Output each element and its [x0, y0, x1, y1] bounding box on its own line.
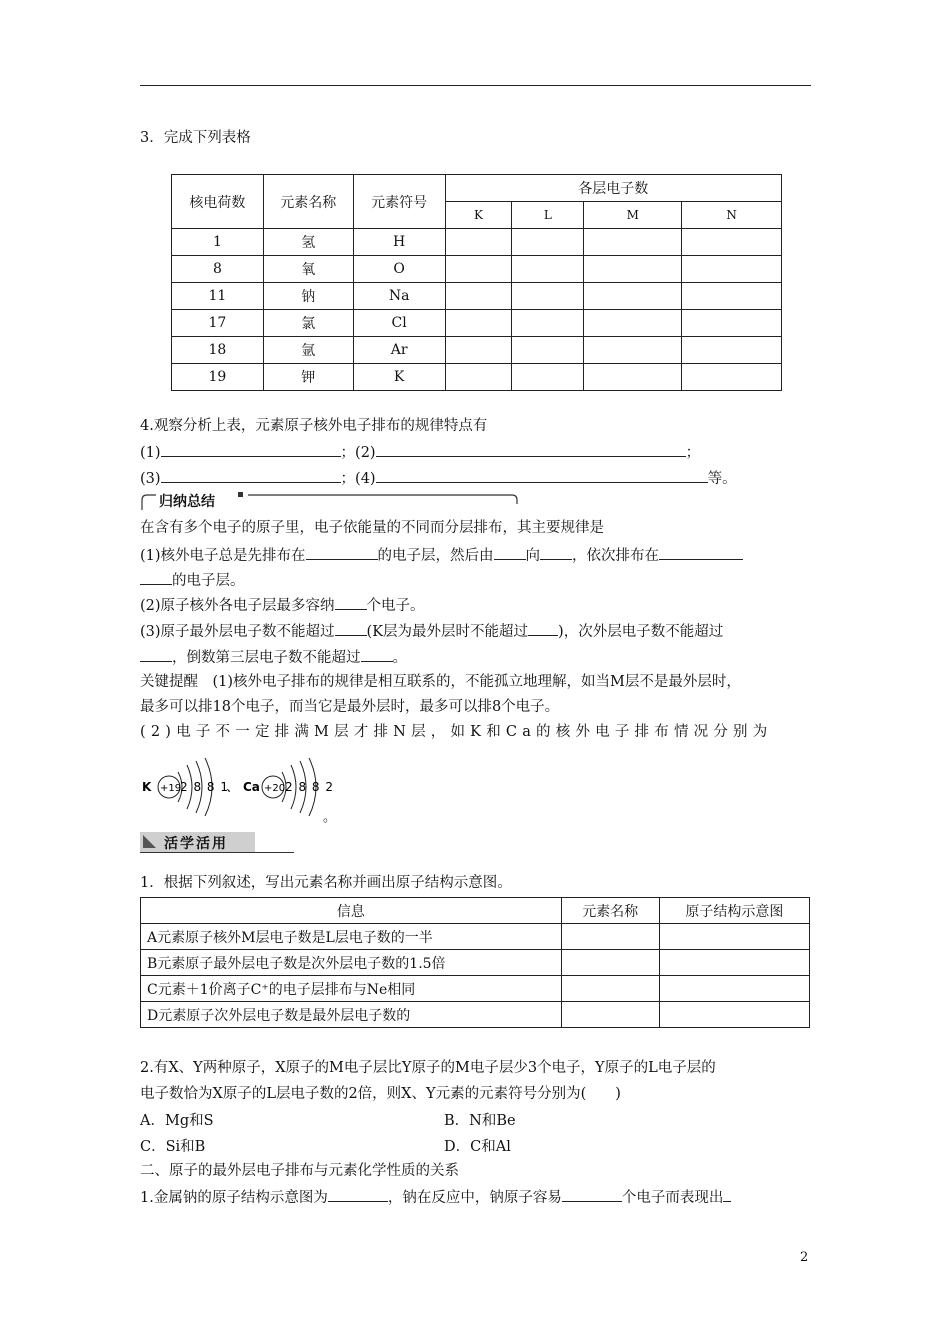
blank-cell[interactable]: [561, 976, 659, 1002]
blank-cell[interactable]: [682, 364, 782, 391]
blank-cell[interactable]: [561, 1002, 659, 1028]
summary-intro: 在含有多个电子的原子里，电子依能量的不同而分层排布，其主要规律是: [140, 520, 604, 536]
section2-q1-text: ，钠在反应中，钠原子容易: [387, 1190, 562, 1206]
tip-line-1: 关键提醒 (1)核外电子排布的规律是相互联系的，不能孤立地理解，如当M层不是最外层时，: [140, 674, 741, 690]
cell-charge: 8: [172, 256, 264, 283]
electron-shell-table: [171, 174, 782, 391]
blank-cell[interactable]: [512, 283, 584, 310]
blank-cell[interactable]: [659, 1002, 809, 1028]
header-element-symbol: 元素符号: [353, 175, 445, 229]
answer-blank[interactable]: [306, 545, 378, 560]
blank-cell[interactable]: [445, 256, 512, 283]
blank-cell[interactable]: [445, 283, 512, 310]
blank-cell[interactable]: [512, 364, 584, 391]
answer-blank[interactable]: [140, 647, 172, 662]
rule-2-text: 个电子。: [366, 598, 425, 614]
practice-tag-icon: [142, 834, 158, 850]
practice-tag: 活学活用: [164, 836, 228, 852]
blank-cell[interactable]: [445, 310, 512, 337]
blank-cell[interactable]: [561, 950, 659, 976]
section2-q1-text: 个电子而表现出: [621, 1190, 724, 1206]
ca-shells: 2 8 8 2: [285, 780, 334, 794]
answer-blank[interactable]: [562, 1187, 622, 1202]
rule-2-text: (2)原子核外各电子层最多容纳: [140, 598, 335, 614]
option-b[interactable]: B．N和Be: [444, 1113, 516, 1129]
blank-cell[interactable]: [659, 924, 809, 950]
answer-blank[interactable]: [161, 442, 341, 457]
info-cell: D元素原子次外层电子数是最外层电子数的: [141, 1002, 562, 1028]
rule-3-cont: [140, 647, 811, 668]
answer-blank[interactable]: [335, 621, 367, 636]
cell-symbol: K: [353, 364, 445, 391]
tip-line-2: 最多可以排18个电子，而当它是最外层时，最多可以排8个电子。: [140, 699, 560, 715]
cell-symbol: H: [353, 229, 445, 256]
table-row: [172, 337, 782, 364]
cell-name: 氩: [263, 337, 353, 364]
k-nucleus: +19: [160, 783, 182, 794]
ca-label: Ca: [243, 780, 260, 794]
info-cell: C元素＋1价离子C⁺的电子层排布与Ne相同: [141, 976, 562, 1002]
cell-charge: 11: [172, 283, 264, 310]
table-row: [172, 283, 782, 310]
q4-title: 4.观察分析上表，元素原子核外电子排布的规律特点有: [140, 418, 488, 434]
blank-cell[interactable]: [584, 229, 682, 256]
practice-table: [140, 897, 810, 1028]
practice-q2-line1: 2.有X、Y两种原子，X原子的M电子层比Y原子的M电子层少3个电子，Y原子的L电子层的: [140, 1060, 716, 1076]
cell-symbol: Ar: [353, 337, 445, 364]
blank-cell[interactable]: [584, 337, 682, 364]
blank-cell[interactable]: [512, 256, 584, 283]
q4-end: 等。: [707, 471, 737, 487]
rule-1-end: 的电子层。: [172, 573, 245, 589]
blank-cell[interactable]: [682, 256, 782, 283]
rule-3-text: (K层为最外层时不能超过: [366, 624, 529, 640]
rule-2: [140, 595, 811, 616]
cell-charge: 17: [172, 310, 264, 337]
table-row: [141, 924, 810, 950]
blank-cell[interactable]: [584, 364, 682, 391]
answer-blank[interactable]: [328, 1187, 388, 1202]
rule-1-text: 向: [525, 548, 541, 564]
practice-tag-rule: [140, 852, 294, 853]
page-number: 2: [800, 1250, 809, 1265]
answer-blank[interactable]: [140, 570, 172, 585]
table-row: [141, 950, 810, 976]
option-a[interactable]: A．Mg和S: [140, 1113, 214, 1129]
option-c[interactable]: C．Si和B: [140, 1139, 206, 1155]
table-row: [141, 976, 810, 1002]
blank-cell[interactable]: [584, 256, 682, 283]
info-cell: A元素原子核外M层电子数是L层电子数的一半: [141, 924, 562, 950]
rule-1-text: ，依次排布在: [572, 548, 660, 564]
header-name: 元素名称: [561, 898, 659, 924]
q4-label-1: (1): [140, 445, 161, 461]
practice-tag-box: [140, 832, 294, 852]
option-d[interactable]: D．C和Al: [444, 1139, 511, 1155]
header-shell-k: K: [445, 202, 512, 229]
rule-1-text: 的电子层，然后由: [377, 548, 494, 564]
answer-blank[interactable]: [528, 621, 558, 636]
header-info: 信息: [141, 898, 562, 924]
header-element-name: 元素名称: [263, 175, 353, 229]
cell-symbol: O: [353, 256, 445, 283]
rule-3-end: 。: [392, 650, 407, 666]
k-label: K: [142, 780, 152, 794]
rule-3-text: )，次外层电子数不能超过: [558, 624, 724, 640]
atom-structure-diagrams: [140, 748, 340, 824]
blank-cell[interactable]: [445, 229, 512, 256]
blank-cell[interactable]: [659, 976, 809, 1002]
blank-cell[interactable]: [561, 924, 659, 950]
section2-q1: [140, 1187, 811, 1208]
answer-blank[interactable]: [361, 647, 393, 662]
rule-3: [140, 621, 811, 642]
blank-cell[interactable]: [682, 310, 782, 337]
header-shell-n: N: [682, 202, 782, 229]
blank-cell[interactable]: [445, 364, 512, 391]
info-cell: B元素原子最外层电子数是次外层电子数的1.5倍: [141, 950, 562, 976]
cell-name: 氯: [263, 310, 353, 337]
rule-1-cont: [140, 570, 811, 591]
practice-q1: 1．根据下列叙述，写出元素名称并画出原子结构示意图。: [140, 875, 512, 891]
table-row: [172, 229, 782, 256]
answer-blank[interactable]: [335, 595, 367, 610]
k-shells: 2 8 8 1: [180, 780, 229, 794]
cell-name: 氧: [263, 256, 353, 283]
cell-charge: 1: [172, 229, 264, 256]
header-shell-l: L: [512, 202, 584, 229]
cell-symbol: Na: [353, 283, 445, 310]
rule-3-text: ，倒数第三层电子数不能超过: [172, 650, 361, 666]
answer-blank[interactable]: [723, 1187, 731, 1202]
q3-title: 3．完成下列表格: [140, 130, 251, 146]
blank-cell[interactable]: [682, 229, 782, 256]
q4-sep: ；: [685, 445, 701, 461]
diagram-end: 。: [323, 810, 337, 824]
q4-label-4: ；(4): [340, 471, 376, 487]
header-shell-m: M: [584, 202, 682, 229]
header-nuclear-charge: 核电荷数: [172, 175, 264, 229]
header-rule: [140, 85, 811, 86]
answer-blank[interactable]: [659, 545, 743, 560]
section2-q1-text: 1.金属钠的原子结构示意图为: [140, 1190, 328, 1206]
answer-blank[interactable]: [376, 468, 708, 483]
blank-cell[interactable]: [584, 310, 682, 337]
table-row: [172, 256, 782, 283]
answer-blank[interactable]: [376, 442, 686, 457]
cell-name: 钠: [263, 283, 353, 310]
rule-1: [140, 545, 811, 566]
blank-cell[interactable]: [512, 310, 584, 337]
q4-line2: [140, 468, 811, 489]
practice-q2-line2: 电子数恰为X原子的L层电子数的2倍，则X、Y元素的元素符号分别为( ): [140, 1086, 621, 1102]
summary-tag: 归纳总结: [159, 494, 215, 510]
cell-charge: 19: [172, 364, 264, 391]
blank-cell[interactable]: [682, 283, 782, 310]
separator: 、: [226, 780, 240, 795]
section2-title: 二、原子的最外层电子排布与元素化学性质的关系: [140, 1163, 459, 1179]
rule-3-text: (3)原子最外层电子数不能超过: [140, 624, 335, 640]
blank-cell[interactable]: [659, 950, 809, 976]
cell-name: 钾: [263, 364, 353, 391]
q4-label-2: ；(2): [340, 445, 376, 461]
tip-line-3: (2)电子不一定排满M层才排N层，如K和Ca的核外电子排布情况分别为: [140, 724, 773, 740]
rule-1-text: (1)核外电子总是先排布在: [140, 548, 306, 564]
q4-label-3: (3): [140, 471, 161, 487]
blank-cell[interactable]: [445, 337, 512, 364]
answer-blank[interactable]: [161, 468, 341, 483]
ca-nucleus: +20: [264, 783, 286, 794]
cell-symbol: Cl: [353, 310, 445, 337]
cell-name: 氢: [263, 229, 353, 256]
blank-cell[interactable]: [584, 283, 682, 310]
table-row: [141, 1002, 810, 1028]
blank-cell[interactable]: [682, 337, 782, 364]
blank-cell[interactable]: [512, 229, 584, 256]
table-row: [172, 310, 782, 337]
cell-charge: 18: [172, 337, 264, 364]
q4-line1: [140, 442, 811, 463]
header-shell-electrons: 各层电子数: [445, 175, 781, 202]
table-row: [172, 364, 782, 391]
answer-blank[interactable]: [494, 545, 526, 560]
header-diagram: 原子结构示意图: [659, 898, 809, 924]
blank-cell[interactable]: [512, 337, 584, 364]
answer-blank[interactable]: [540, 545, 572, 560]
